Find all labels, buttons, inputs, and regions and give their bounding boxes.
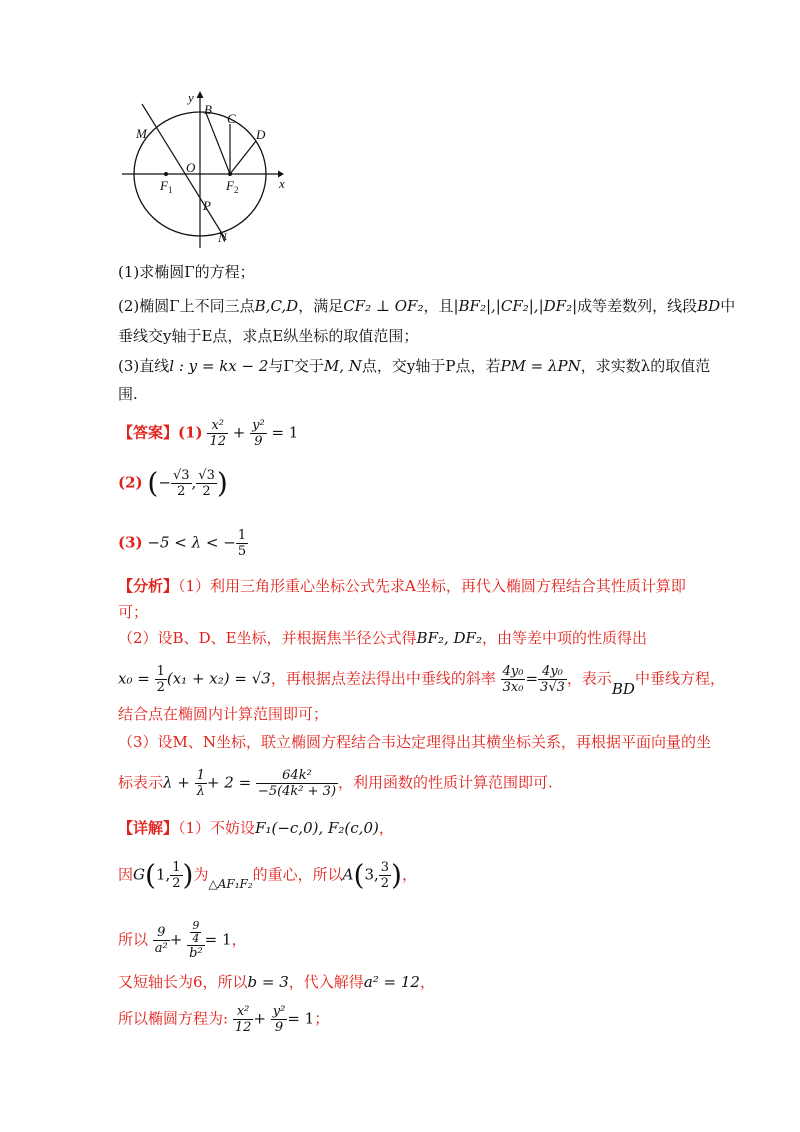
- answer-tag: 【答案】: [118, 423, 179, 442]
- question-2-line-1: (2)椭圆Γ上不同三点B,C,D，满足CF₂ ⊥ OF₂，且|BF₂|,|CF₂|,|DF₂|成等差数列，线段BD中: [118, 297, 736, 315]
- label-p: P: [203, 198, 211, 213]
- analysis-2-line-3: 结合点在椭圆内计算范围即可；: [118, 705, 329, 723]
- analysis-tag: 【分析】: [118, 577, 179, 595]
- answer-1: 【答案】(1) $\frac{\text{x²}}{12}$ + $\frac{\text{y²}}{9}$ = 1: [118, 418, 299, 449]
- answer-3: (3) −5 < λ < − $\frac{1}{5}$: [118, 528, 247, 559]
- analysis-3-line-1: （3）设M、N坐标，联立椭圆方程结合韦达定理得出其横坐标关系，再根据平面向量的坐: [118, 733, 712, 751]
- detail-line-2: 因G(1, $\frac{1}{2}$ )为$_{\triangle AF_1F_2}$的重心，所以A(3, $\frac{3}{2}$ )，: [118, 858, 417, 892]
- point-f1: [164, 172, 168, 176]
- label-m: M: [136, 126, 147, 141]
- label-x: x: [279, 176, 285, 191]
- point-f2: [228, 172, 232, 176]
- answer-2: (2) (− $\frac{√3}{2}$ , $\frac{√3}{2}$ ): [118, 466, 228, 500]
- question-1: (1)求椭圆Γ的方程；: [118, 263, 255, 281]
- detail-line-4: 又短轴长为6，所以b = 3，代入解得a² = 12，: [118, 973, 435, 991]
- segment-df2: [230, 141, 256, 174]
- detail-line-5: 所以椭圆方程为: $\frac{\text{x²}}{12}$ + $\frac{\text{y²}}{9}$ = 1；: [118, 1004, 330, 1035]
- analysis-1-line-1: 【分析】（1）利用三角形重心坐标公式先求A坐标，再代入椭圆方程结合其性质计算即: [118, 577, 686, 595]
- label-c: C: [227, 111, 236, 126]
- analysis-1-line-2: 可；: [118, 603, 149, 621]
- detail-tag: 【详解】: [118, 819, 179, 837]
- label-y: y: [188, 90, 194, 105]
- label-f2: $F_2$: [226, 178, 239, 195]
- ellipse-figure: [112, 86, 302, 248]
- label-b: B: [204, 102, 212, 117]
- detail-line-1: 【详解】（1）不妨设F₁(−c,0), F₂(c,0)，: [118, 819, 394, 837]
- label-d: D: [256, 127, 266, 142]
- detail-line-3: 所以 $\frac{9}{\text{a²}}$ + $\frac{\frac{9}{4}}{\text{b²}}$ = 1，: [118, 919, 247, 961]
- y-axis-arrow: [197, 91, 204, 98]
- analysis-2-line-1: （2）设B、D、E坐标，并根据焦半径公式得BF₂, DF₂，由等差中项的性质得出: [118, 629, 647, 647]
- analysis-3-line-2: 标表示λ + $\frac{1}{\lambda}$ + 2 = $\frac{\text{64k²}}{\text{−5(4k² + 3)}}$ ，利用函数的性质计算范围即可.: [118, 768, 553, 799]
- label-f1: $F_1$: [160, 178, 173, 195]
- question-3-line-1: (3)直线l : y = kx − 2与Γ交于M, N点，交y轴于P点，若PM = λPN，求实数λ的取值范: [118, 357, 711, 375]
- analysis-2-line-2: x₀ = $\frac{1}{2}$ (x₁ + x₂) = √3，再根据点差法得出中垂线的斜率 $\frac{\text{4y₀}}{\text{3x₀}}$ = $\frac{\text{4y₀}}{3√3}$ ，表示BD中垂线方程，: [118, 664, 725, 698]
- label-n: N: [218, 230, 227, 245]
- question-3-line-2: 围.: [118, 385, 138, 403]
- label-o: O: [186, 160, 196, 175]
- question-2-line-2: 垂线交y轴于E点，求点E纵坐标的取值范围；: [118, 327, 419, 345]
